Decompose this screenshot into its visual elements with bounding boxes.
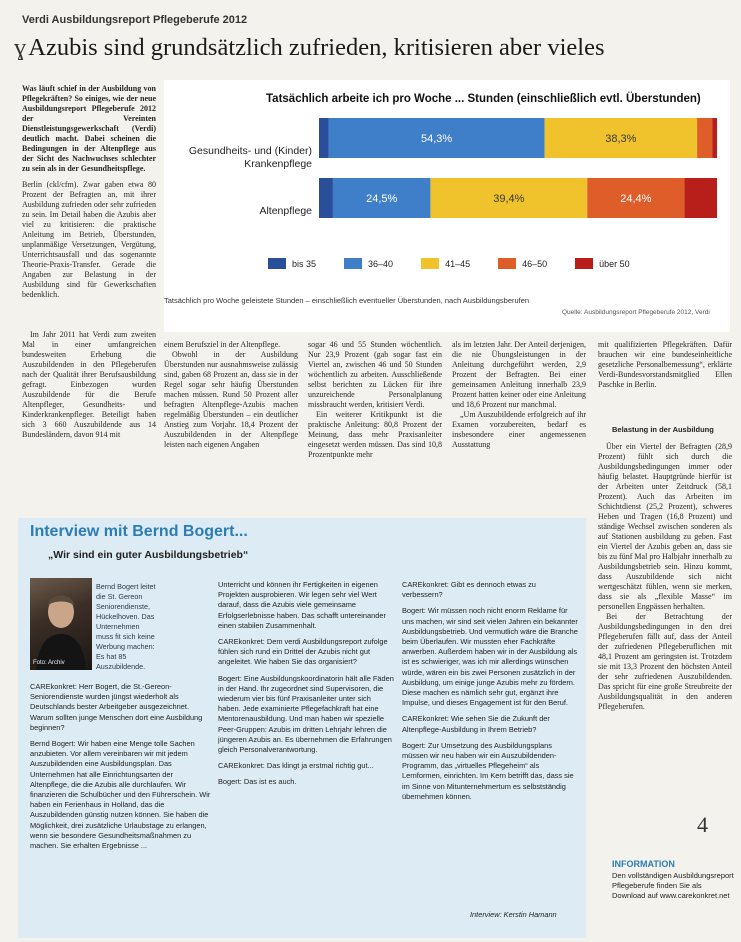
- legend-swatch-1: [344, 258, 362, 269]
- chart-source: Quelle: Ausbildungsreport Pflegeberufe 2012, Verdi: [562, 309, 710, 316]
- info-box: [612, 859, 734, 901]
- interview-question: CAREkonkret: Das klingt ja erstmal richtig gut...: [218, 761, 374, 771]
- column-2b-para: Obwohl in der Ausbildung Überstunden nur ausnahmsweise zulässig sind, gaben 68 Prozent an, dass sie in der Regel sogar sehr häufig Überstunden machen müssen. Rund 50 Prozent aller befragten Altenpflege-Azubis machen regelmäßig Überstunden – ein deutlicher Anstieg zum Vorjahr. 18,4 Prozent der Auszubildenden in der Altenpflege leisten nach eigenen Angaben: [164, 350, 298, 449]
- legend-label-2: 41–45: [445, 258, 471, 269]
- column-5-para: mit qualifizierten Pflegekräften. Dafür brauchen wir eine bundeseinheitliche gesetzliche Personalbemessung“, erklärte Verdi-Bundesvorstandsmitglied Ellen Paschke in Berlin.: [598, 340, 732, 389]
- interview-answer: Bogert: Eine Ausbildungskoordinatorin hält alle Fäden in der Hand. Ihr zugeordnet sind Supervisoren, die wiederum vier bis fünf Praxisanleiter unter sich haben. Jede examinierte Pflegefachkraft hat eine Mentorenausbildung. Und man haben wir spezielle Peer-Gruppen: Azubis im dritten Lehrjahr lehren die jüngeren Azubis an. Es übernehmen die Erfahrungen gleich Personalverantwortung.: [218, 673, 394, 755]
- interview-subtitle: „Wir sind ein guter Ausbildungsbetrieb“: [48, 549, 249, 561]
- legend-swatch-4: [575, 258, 593, 269]
- interview-question: CAREkonkret: Wie sehen Sie die Zukunft der Altenpflege-Ausbildung in Ihrem Betrieb?: [402, 714, 550, 734]
- column-5b-para: Über ein Viertel der Befragten (28,9 Prozent) fühlt sich durch die Ausbildungsbedingungen immer oder häufig belastet. Hauptgründe hierfür ist der Arbeiten unter Zeitdruck (58,1 Prozent). Auch das Arbeiten im Schichtdienst (25,2 Prozent), schweres Heben und Tragen (16,8 Prozent) und ständige Wechsel zwischen sonderen als auf Stationen ausbildung zu geben. Fast ein Viertel der Azubis geben an, dass sie bis zu fünf Mal pro Halbjahr innerhalb zu Ausbildungsbetrieb sein. Hinzu kommt, dass Auszubildende sich nicht wertgeschätzt fühlen, wenn sie merken, dass sie als „flexible Masse“ im personellen Engpässen herhalten.: [598, 442, 732, 611]
- column-4b-para: „Um Auszubildende erfolgreich auf ihr Examen vorzubereiten, bedarf es insbesondere einer angemessenen Ausstattung: [452, 410, 586, 449]
- interview-question: CAREkonkret: Dem verdi Ausbildungsreport zufolge fühlen sich rund ein Drittel der Azubis nicht gut angeleitet. Wie haben Sie das organisiert?: [218, 637, 388, 667]
- category-label-1: Altenpflege: [259, 205, 312, 217]
- legend-label-4: über 50: [599, 258, 630, 269]
- legend-swatch-0: [268, 258, 286, 269]
- lede-text: Was läuft schief in der Ausbildung von Pflegekräften? So einiges, wie der neue Ausbildungsreport Pflegeberufe 2012 der Vereinten Dienstleistungsgewerkschaft (Verdi) deutlich macht. Dabei scheinen die Bedingungen in der Altenpflege aus der Sicht des Nachwuchses schlechter zu sein als in der Gesundheitspflege.: [22, 84, 156, 173]
- column-5-bottom: [598, 442, 732, 852]
- photo-credit: Foto: Archiv: [33, 660, 65, 666]
- portrait-photo: [30, 578, 92, 670]
- info-text: Den vollständigen Ausbildungsreport Pflegeberufe finden Sie als Download auf www.carekonkret.net: [612, 871, 734, 900]
- data-label-0-2: 38,3%: [605, 133, 637, 145]
- data-label-1-3: 24,4%: [620, 193, 652, 205]
- legend-item-1: [344, 258, 393, 269]
- page-number: 4: [697, 812, 708, 837]
- column-2-para: einem Berufsziel in der Altenpflege.: [164, 340, 281, 349]
- column-1b-para: Im Jahr 2011 hat Verdi zum zweiten Mal in einer umfangreichen bundesweiten Erhebung die Auszubildenden in den Pflegeberufen nach der Qualität ihrer Berufsausbildung gefragt. Einbezogen wurden Auszubildende für die Berufe Altenpfleger, Gesundheits- und Kinderkrankenpfleger. Beteiligt haben sich 3 660 Auszubildende aus 14 Bundesländern, davon 914 mit: [22, 330, 156, 439]
- legend-swatch-2: [421, 258, 439, 269]
- bar-0-3: [697, 118, 712, 158]
- lede: [22, 84, 156, 174]
- interview-answer: Unterricht und können ihr Fertigkeiten in eigenen Projekten ausprobieren. Wir legen sehr viel Wert darauf, dass die Azubis viele gemeinsame Erfolgserlebnisse haben. Das schafft untereinander einen stabilen Zusammenhalt.: [218, 580, 386, 630]
- legend-swatch-3: [498, 258, 516, 269]
- column-4-para: als im letzten Jahr. Der Anteil derjenigen, die nie Übungsleistungen in der Anleitung durchgeführt werden, 2,9 Prozent der Befragten. Bei einer gemeinsamen Anleitung innerhalb 23,9 Prozent hatten keiner oder eine Anleitung und 18,6 Prozent nur manchmal.: [452, 340, 586, 409]
- column-4: [452, 340, 586, 500]
- margin-mark-icon: ɣ: [14, 34, 27, 61]
- interview-answer: Bogert: Das ist es auch.: [218, 777, 297, 787]
- column-5-top: [598, 340, 732, 412]
- legend-item-4: [575, 258, 630, 269]
- bar-0-0: [319, 118, 329, 158]
- category-label-0: Gesundheits- und (Kinder) Krankenpflege: [188, 145, 312, 170]
- interview-question: CAREkonkret: Herr Bogert, die St.-Gereon-Seniorendienste wurden jüngst wiederholt als Deutschlands bester Arbeitgeber ausgezeichnet. Warum sollten junge Menschen dort eine Ausbildung beginnen?: [30, 682, 203, 732]
- interview-answer: Bogert: Zur Umsetzung des Ausbildungsplans müssen wir neu haben wir ein Auszubildenden-Programm, das „virtuelles Pflegeheim“ als Lernformen, einrichten. Im Kern betrifft das, dass sie im Sinne von Mitunternehmertum es selbstständig übernehmen können.: [402, 740, 574, 801]
- interview-title: Interview mit Bernd Bogert...: [30, 523, 248, 540]
- interviewee-bio: Bernd Bogert leitet die St. Gereon Seniorendienste, Hückelhoven. Das Unternehmen muss fit sich keine Werbung machen: Es hat 85 Auszubildende.: [96, 582, 156, 671]
- bar-1-0: [319, 178, 333, 218]
- chart-legend: [268, 258, 718, 269]
- interview-question: CAREkonkret: Gibt es dennoch etwas zu verbessern?: [402, 580, 536, 600]
- column-3: [308, 340, 442, 500]
- legend-label-1: 36–40: [368, 258, 394, 269]
- data-label-1-2: 39,4%: [493, 193, 525, 205]
- interview-answer: Bogert: Wir müssen noch nicht enorm Reklame für uns machen, wir sind seit vielen Jahren ein bekannter Ausbildungsbetrieb. Und vermutlich wäre die Branche beim Überlaufen. Wir mussten eher Fachkräfte anwerben. Außerdem haben wir in der Ausbildung als ist es schwieriger, was ich mir allerdings wünschen würde, wären ein bis zwei Personen zusätzlich in der Ausbildung, um einige junge Azubis mehr zu fördern. Diese machen es nämlich sehr gut, ergänzt ihre Impulse, und dieses Engagement ist für den Beruf.: [402, 606, 578, 708]
- interview-column-1: [30, 682, 212, 934]
- column-2: [164, 340, 298, 500]
- headline-text: Azubis sind grundsätzlich zufrieden, kritisieren aber vieles: [28, 34, 605, 61]
- chart-caption: Tatsächlich pro Woche geleistete Stunden – einschließlich eventueller Überstunden, nach Ausbildungsberufen: [164, 296, 530, 305]
- interview-column-3: [402, 580, 578, 906]
- column-3-para: sogar 46 und 55 Stunden wöchentlich. Nur 23,9 Prozent (gab sogar fast ein Viertel an, zwischen 46 und 50 Stunden wöchentlich zu arbeiten. Ausschließende selbst berichten zu Lücken für ihre unzureichende Personalplanung missbraucht werden, kritisiert Verdi.: [308, 340, 442, 409]
- interview-answer: Bernd Bogert: Wir haben eine Menge tolle Sachen anzubieten. Vor allem vereinbaren wir mit jedem Auszubildenden eine Ausbildungsplan. Das Unternehmen hat alle Einrichtungsarten der Altenpflege, die die Azubis alle durchlaufen. Wir finanzieren die Schulbücher und den Führerschein. Wir haben ein Ferienhaus in Holland, das die Auszubildenden günstig nutzen können. Sie haben die Möglichkeit, drei zusätzliche Urlaubstage zu erlangen, wenn sie besondere Gesundheitsmaßnahmen zu machen. Sie erhalten Ergebnisse ...: [30, 739, 211, 851]
- data-label-1-1: 24,5%: [366, 193, 398, 205]
- data-label-0-1: 54,3%: [421, 133, 453, 145]
- kicker: Verdi Ausbildungsreport Pflegeberufe 2012: [22, 14, 248, 26]
- bar-1-4: [684, 178, 717, 218]
- legend-label-0: bis 35: [292, 258, 317, 269]
- column-5c-para: Bei der Betrachtung der Ausbildungsbedingungen in den drei Pflegeberufen fällt auf, dass der Anteil der zufriedenen Pflegeberuflichen mit 48,1 Prozent am geringsten ist. Trotzdem sie mit 13,3 Prozent den höchsten Anteil der sehr zufriedenen Auszubildenden. Das spricht für eine große Streubreite der Ausbildungsqualität in den anderen Pflegeberufen.: [598, 612, 732, 711]
- column-3b-para: Ein weiterer Kritikpunkt ist die praktische Anleitung: 80,8 Prozent der Meinung, dass mehr Praxisanleiter eingesetzt werden müssen. Das sind 10,8 Prozentpunkte mehr: [308, 410, 442, 459]
- interview-byline: Interview: Kerstin Hamann: [470, 910, 557, 919]
- legend-item-3: [498, 258, 547, 269]
- section-heading: Belastung in der Ausbildung: [612, 425, 714, 434]
- column-1-top: [22, 180, 156, 326]
- bar-0-4: [712, 118, 717, 158]
- headline: [14, 34, 605, 62]
- legend-label-3: 46–50: [522, 258, 548, 269]
- portrait-silhouette-icon: [30, 578, 92, 670]
- column-1-bottom: [22, 330, 156, 520]
- legend-item-0: [268, 258, 316, 269]
- chart-title: Tatsächlich arbeite ich pro Woche ... Stunden (einschließlich evtl. Überstunden): [266, 93, 701, 105]
- info-heading: INFORMATION: [612, 859, 675, 869]
- interview-column-2: [218, 580, 394, 934]
- column-1-para: Berlin (ckl/cfm). Zwar gaben etwa 80 Prozent der Befragten an, mit ihrer Ausbildung zufrieden oder sehr zufrieden zu sein. Im Detail haben die Azubis aber viel zu kritisieren: die praktische Anleitung im Betrieb, Überstunden, unplanmäßige Versetzungen, Vergütung, Unterrichtsausfall und das sogenannte Theorie-Praxis-Transfer. Gerade die Angaben zur Belastung in der Ausbildung sind für Gewerkschaften bedenklich.: [22, 180, 156, 299]
- legend-item-2: [421, 258, 470, 269]
